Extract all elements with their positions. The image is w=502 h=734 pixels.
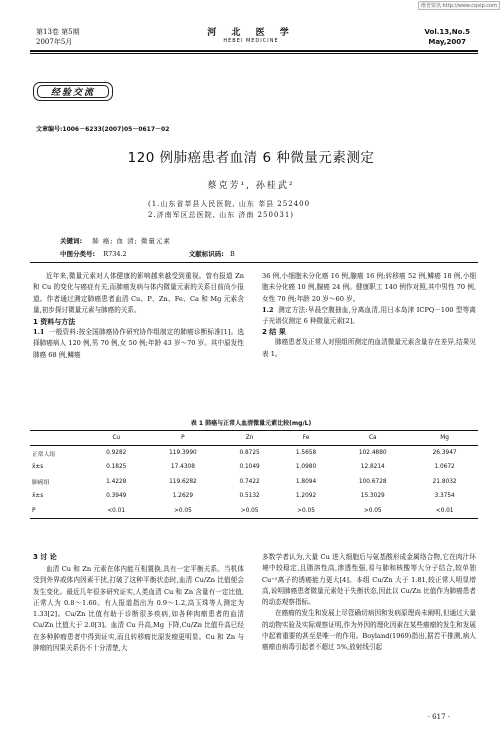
discussion-paragraph-3: 在癌瘤的发生和发展上尽管确切病因和发病原理尚未阐明,但通过大量的动物实验及实际观察证明,作为外因的理化因素在某些癌瘤的发生和发展中起着重要的甚至是唯一的作用。Boyland(1969)指出,据若干推测,病人癌瘤由病毒引起者不超过 5%,放射线引起 bbox=[262, 609, 476, 652]
header-volume: Vol.13,No.5 bbox=[424, 28, 470, 36]
intro-paragraph: 近年来,微量元素对人体健康的影响越来越受到重视。曾有报道 Zn 和 Cu 的变化与癌症有关,而肺癌发病与体内微量元素的关系目前尚少报道。作者通过测定肺癌患者血清 Cu、P、Zn、Fe、Ca 和 Mg 元素含量,初步探讨微量元素与肺癌的关系。 bbox=[33, 272, 244, 314]
subsection-1-2 bbox=[262, 305, 476, 328]
table-header-cell: Ca bbox=[334, 431, 411, 446]
table-cell: 3.3754 bbox=[434, 493, 455, 500]
right-column-lower bbox=[262, 552, 476, 654]
table-header-cell: P bbox=[144, 431, 221, 446]
table-header-row bbox=[30, 431, 478, 446]
article-title: 120 例肺癌患者血清 6 种微量元素测定 bbox=[127, 150, 375, 166]
table-header-cell: Mg bbox=[411, 431, 478, 446]
table-cell: 17.4308 bbox=[170, 464, 195, 471]
subsection-1-1 bbox=[33, 327, 244, 361]
table-cell: 0.9282 bbox=[106, 450, 127, 456]
table-cell: 1.5658 bbox=[295, 450, 317, 456]
table-cell: >0.05 bbox=[334, 504, 411, 519]
discussion-paragraph-2: 多数学者认为,大量 Cu 进入细胞后与氨基酸形成金属络合物,它在肉汁环境中较稳定,且脂溶性高,渗透性强,易与肺和核酸等大分子结合,较单独 Cu⁺²离子的诱癌能力更大[4]。本组 Cu/Zn 大于 1.81,较正常人明显增高,说明肺癌患者微量元素处于失衡状态,因此以 Cu/Zn 比值作为肺癌患者的动态观察指标。 bbox=[262, 553, 476, 607]
table-cell: <0.01 bbox=[88, 504, 144, 519]
table-cell: 15.3029 bbox=[360, 493, 385, 500]
table-cell: 119.3990 bbox=[169, 450, 197, 456]
table-cell: 1.2092 bbox=[295, 493, 317, 500]
header-date: 2007年5月 bbox=[36, 38, 73, 46]
table-row bbox=[30, 504, 478, 519]
clc-code: R734.2 bbox=[103, 250, 127, 258]
table-cell: >0.05 bbox=[221, 504, 277, 519]
table-cell: >0.05 bbox=[278, 504, 334, 519]
journal-title-en: HEBEI MEDICINE bbox=[223, 38, 279, 44]
page-number: · 617 · bbox=[427, 713, 450, 721]
table-header-cell: Fe bbox=[278, 431, 334, 446]
table-cell: 0.1049 bbox=[239, 464, 260, 471]
table-row bbox=[30, 446, 478, 461]
section-heading-2: 2 结 果 bbox=[262, 328, 286, 337]
table-cell: 26.3947 bbox=[432, 450, 457, 456]
keywords-label: 关键词: bbox=[60, 237, 83, 245]
table-cell: 21.8032 bbox=[432, 478, 457, 485]
table-cell: 119.6282 bbox=[169, 478, 197, 485]
left-column-upper bbox=[33, 271, 244, 361]
clc-label: 中图分类号: bbox=[60, 250, 96, 258]
table-row bbox=[30, 475, 478, 490]
table-row bbox=[30, 489, 478, 504]
table-cell: 1.2629 bbox=[172, 493, 194, 500]
table-cell: 100.6728 bbox=[358, 478, 387, 485]
keywords: 肺 癌; 血 清; 微量元素 bbox=[92, 237, 171, 245]
keywords-line bbox=[60, 236, 171, 245]
table-cell: <0.01 bbox=[411, 504, 478, 519]
table-caption: 表 1 肺癌与正常人血清微量元素比较(mg/L) bbox=[190, 420, 312, 427]
subsection-1-2-text: 测定方法:早晨空腹抽血,分离血清,用日本岛津 ICPQ－100 型等离子光谱仪测定 6 种微量元素[2]。 bbox=[262, 305, 476, 326]
classification-line bbox=[60, 249, 235, 258]
table-cell: 0.8725 bbox=[239, 450, 260, 456]
section-heading-1: 1 资料与方法 bbox=[33, 318, 76, 327]
header-rule bbox=[30, 50, 478, 52]
table-cell: >0.05 bbox=[144, 504, 221, 519]
table-header-cell: Zn bbox=[221, 431, 277, 446]
subsection-1-1-number: 1.1 bbox=[33, 328, 45, 337]
materials-paragraph: 36 例,小细胞未分化癌 16 例,腺癌 16 例;转移癌 52 例,鳞癌 18 例,小细胞未分化癌 10 例,腺癌 24 例。健康职工 140 例作对照,其中男性 70 例,女性 70 例;年龄 20 岁～60 岁。 bbox=[262, 272, 476, 303]
authors: 蔡克芳¹, 孙桂武² bbox=[207, 181, 295, 191]
table-row-label: P bbox=[30, 504, 88, 519]
affiliation-1: (1.山东省莘县人民医院, 山东 莘县 252400 bbox=[148, 200, 311, 208]
table-cell: 102.4880 bbox=[358, 450, 387, 456]
abstract-rule bbox=[30, 262, 478, 263]
table-cell: 1.0672 bbox=[434, 464, 455, 471]
table-cell: 1.0980 bbox=[295, 464, 317, 471]
right-column-upper bbox=[262, 271, 476, 360]
subsection-1-1-text: 一般资料:按全国肺癌协作研究协作组制定的肺癌诊断标准[1]。选择肺癌病人 120 例,男 70 例,女 50 例;年龄 43 岁～70 岁。其中原发性肺癌 68 例,鳞癌 bbox=[33, 328, 244, 359]
header-month: May,2007 bbox=[428, 38, 466, 46]
left-column-lower bbox=[33, 552, 244, 654]
table-row bbox=[30, 460, 478, 475]
table-cell: 1.8094 bbox=[295, 478, 317, 485]
section-tag bbox=[33, 82, 113, 101]
watermark: 维普资讯 http://www.cqvip.com bbox=[418, 1, 500, 10]
table-row-label: x̄±s bbox=[32, 493, 44, 500]
table-cell: 12.8214 bbox=[360, 464, 385, 471]
affiliation-2: 2.济南军区总医院, 山东 济南 250031) bbox=[148, 211, 295, 219]
subsection-1-2-number: 1.2 bbox=[262, 305, 274, 314]
results-paragraph: 肺癌患者及正常人对照组所测定的血清微量元素含量存在差异,结果见表 1。 bbox=[262, 338, 476, 358]
discussion-paragraph: 血清 Cu 和 Zn 元素在体内能互相置换,具有一定平衡关系。当机体受到外界或体内因素干扰,打破了这种平衡状态时,血清 Cu/Zn 比值便会发生变化。最近几年很多研究证实,人类血清 Cu 和 Zn 含量有一定比值,正常人为 0.8～1.60。有人报道指出为 0.9～1.2,高玉珠等人测定为 1.33[2]。Cu/Zn 比值有助于诊断很多疾病,如各种肉瘤患者的血清 Cu/Zn 比值大于 2.0[3]。血清 Cu 升高,Mg 下降,Cu/Zn 比值升高已经在多种肿瘤患者中得到证实,而且转移瘤比原发瘤更明显。Cu 和 Zn 与肿瘤的因果关系仍不十分清楚,大 bbox=[33, 565, 244, 653]
section-tag-label: 经验交流 bbox=[50, 88, 95, 98]
header-issue: 第13卷 第5期 bbox=[36, 28, 80, 36]
article-number: 文章编号:1006－6233(2007)05－0617－02 bbox=[36, 126, 170, 133]
journal-title: 河 北 医 学 bbox=[207, 28, 295, 38]
table-header-cell: Cu bbox=[88, 431, 144, 446]
doc-code-label: 文献标识码: bbox=[188, 250, 224, 258]
table-cell: 1.4228 bbox=[106, 478, 127, 485]
table-row-label: 正常人组 bbox=[32, 451, 56, 458]
table-cell: 0.5132 bbox=[239, 493, 260, 500]
doc-code: B bbox=[229, 250, 235, 258]
trace-element-table bbox=[30, 430, 478, 519]
table-row-label: x̄±s bbox=[32, 464, 44, 471]
section-heading-3: 3 讨 论 bbox=[33, 553, 57, 561]
table-header-cell bbox=[30, 431, 88, 446]
header-rule-thin bbox=[30, 53, 478, 54]
table-cell: 0.1825 bbox=[106, 464, 127, 471]
table-cell: 0.3949 bbox=[106, 493, 127, 500]
table-row-label: 肺癌组 bbox=[32, 480, 50, 487]
table-cell: 0.7422 bbox=[239, 478, 260, 485]
